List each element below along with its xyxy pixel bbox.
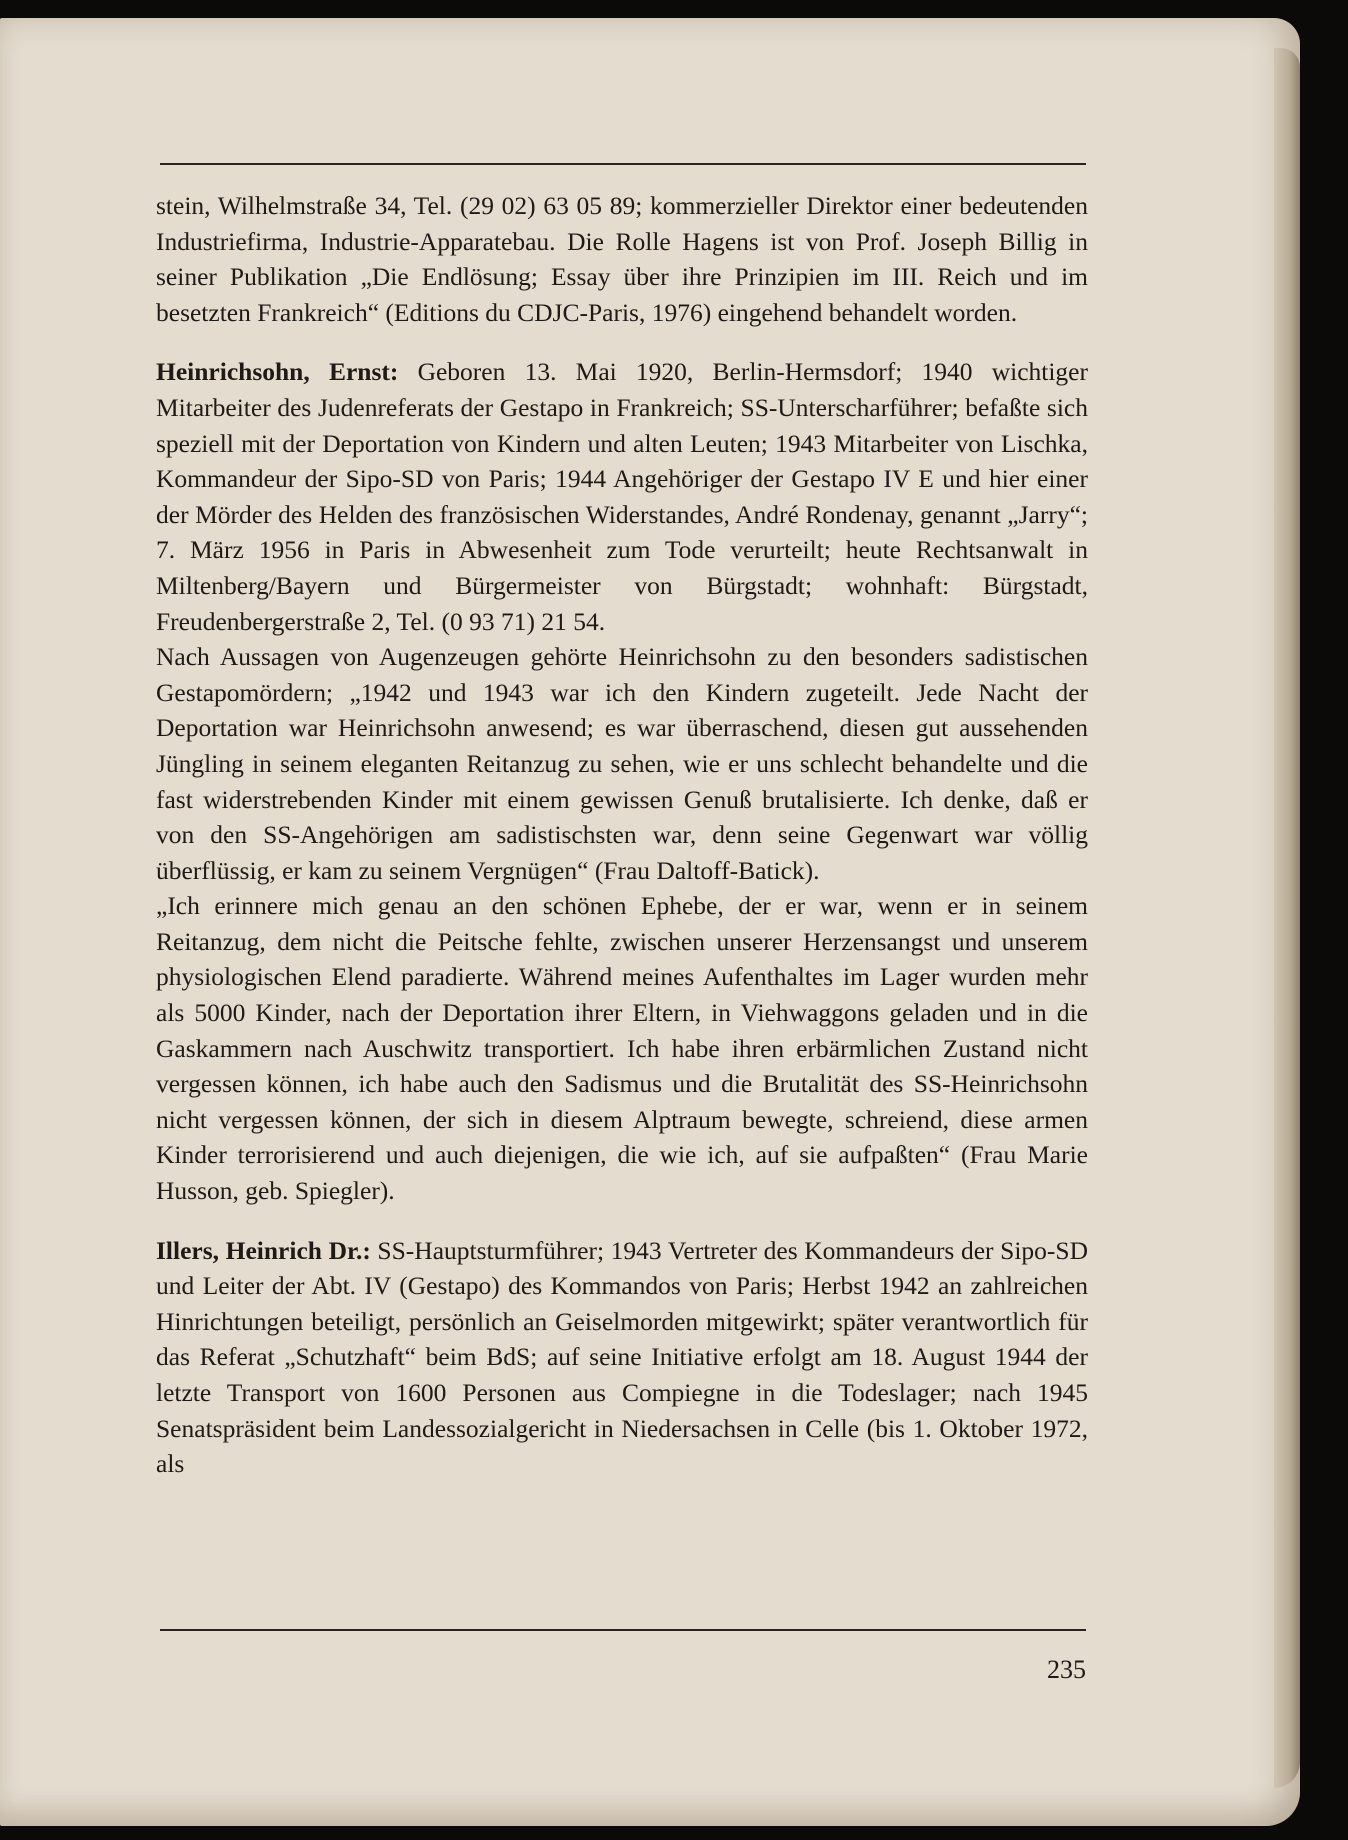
entry-name: Heinrichsohn, Ernst: bbox=[156, 357, 399, 387]
entry-heinrichsohn bbox=[156, 354, 1088, 639]
page-number: 235 bbox=[1047, 1655, 1086, 1684]
continued-paragraph: stein, Wilhelmstraße 34, Tel. (29 02) 63 05 89; kommerzieller Direktor einer bedeutenden Industriefirma, Industrie-Apparatebau. Die Rolle Hagens ist von Prof. Joseph Billig in seiner Publikation „Die Endlösung; Essay über ihre Prinzipien im III. Reich und im besetzten Frankreich“ (Editions du CDJC-Paris, 1976) eingehend behandelt worden. bbox=[156, 191, 1088, 327]
entry-paragraph: Nach Aussagen von Augenzeugen gehörte Heinrichsohn zu den besonders sadistischen Gestapomördern; „1942 und 1943 war ich den Kindern zugeteilt. Jede Nacht der Deportation war Heinrichsohn anwesend; es war überraschend, diesen gut aussehenden Jüngling in seinem eleganten Reitanzug zu sehen, wie er uns schlecht behandelte und die fast widerstrebenden Kinder mit einem gewissen Genuß brutalisierte. Ich denke, daß er von den SS-Angehörigen am sadistischsten war, denn seine Gegenwart war völlig überflüssig, er kam zu seinem Vergnügen“ (Frau Daltoff-Batick). bbox=[156, 642, 1088, 885]
entry-paragraph: „Ich erinnere mich genau an den schönen Ephebe, der er war, wenn er in seinem Reitanzug, dem nicht die Peitsche fehlte, zwischen unserer Herzensangst und unserem physiologischen Elend paradierte. Während meines Aufenthaltes im Lager wurden mehr als 5000 Kinder, nach der Deportation ihrer Eltern, in Viehwaggons geladen und in die Gaskammern nach Auschwitz transportiert. Ich habe ihren erbärmlichen Zustand nicht vergessen können, ich habe auch den Sadismus und die Brutalität des SS-Heinrichsohn nicht vergessen können, der sich in diesem Alptraum bewegte, schreiend, diese armen Kinder terrorisierend und auch diejenigen, die wie ich, auf sie aufpaßten“ (Frau Marie Husson, geb. Spiegler). bbox=[156, 891, 1088, 1206]
entry-text: Geboren 13. Mai 1920, Berlin-Hermsdorf; 1940 wichtiger Mitarbeiter des Judenreferats der Gestapo in Frankreich; SS-Unterscharführer; befaßte sich speziell mit der Deportation von Kindern und alten Leuten; 1943 Mitarbeiter von Lischka, Kommandeur der Sipo-SD von Paris; 1944 Angehöriger der Gestapo IV E und hier einer der Mörder des Helden des französischen Widerstandes, André Rondenay, genannt „Jarry“; 7. März 1956 in Paris in Abwesenheit zum Tode verurteilt; heute Rechtsanwalt in Miltenberg/Bayern und Bürgermeister von Bürgstadt; wohnhaft: Bürgstadt, Freudenbergerstraße 2, Tel. (0 93 71) 21 54. bbox=[156, 357, 1088, 636]
page-body bbox=[156, 188, 1088, 1482]
bottom-rule bbox=[160, 1629, 1086, 1631]
top-rule bbox=[160, 163, 1086, 165]
entry-illers bbox=[156, 1233, 1088, 1482]
entry-name: Illers, Heinrich Dr.: bbox=[156, 1235, 371, 1265]
entry-text: SS-Hauptsturmführer; 1943 Vertreter des Kommandeurs der Sipo-SD und Leiter der Abt. IV (Gestapo) des Kommandos von Paris; Herbst 1942 an zahlreichen Hinrichtungen beteiligt, persönlich an Geiselmorden mitgewirkt; später verantwortlich für das Referat „Schutzhaft“ beim BdS; auf seine Initiative erfolgt am 18. August 1944 der letzte Transport von 1600 Personen aus Compiegne in die Todeslager; nach 1945 Senatspräsident beim Landessozialgericht in Niedersachsen in Celle (bis 1. Oktober 1972, als bbox=[156, 1235, 1088, 1479]
page-edge bbox=[1274, 48, 1300, 1788]
